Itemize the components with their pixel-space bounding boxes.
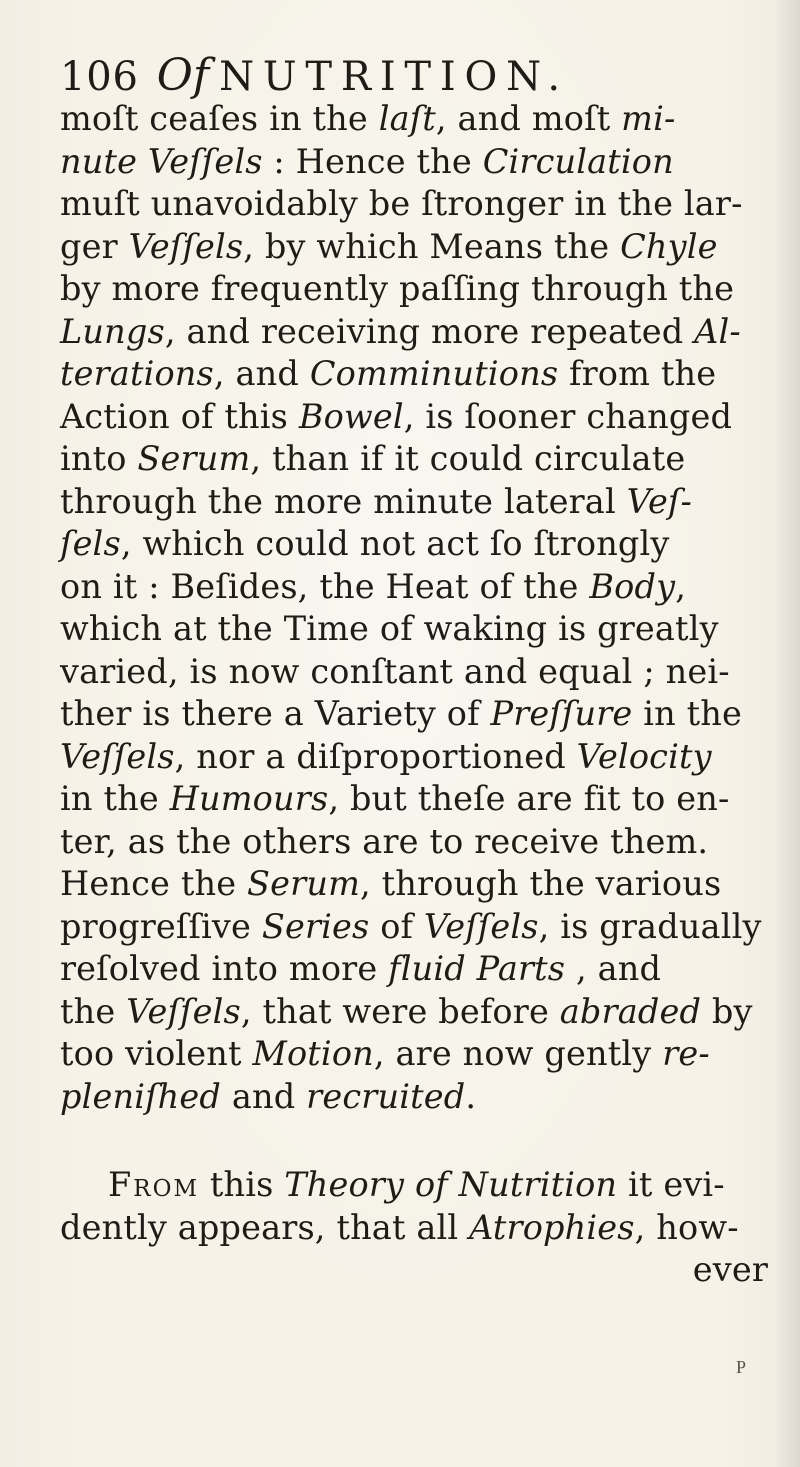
text-line-4: ger Veſſels, by which Means the Chyle (60, 226, 718, 266)
page-number: 106 (60, 54, 139, 100)
text-line-8: Action of this Bowel, is ſooner changed (60, 396, 733, 436)
running-title-main: NUTRITION. (219, 54, 569, 100)
text-line-22: the Veſſels, that were before abraded by (60, 991, 753, 1031)
text-line-7: terations, and Comminutions from the (60, 354, 717, 393)
text-line-17: in the Humours, but theſe are fit to en- (60, 779, 730, 818)
text-line-6: Lungs, and receiving more repeated Al- (60, 311, 741, 351)
text-line-2: nute Veſſels : Hence the Circulation (60, 141, 674, 181)
text-line-12: on it : Beſides, the Heat of the Body, (60, 566, 687, 606)
text-line-15: ther is there a Variety of Preſſure in the (60, 694, 743, 733)
running-title-of: Of (156, 50, 210, 101)
signature-mark: P (736, 1357, 747, 1377)
catchword: ever (692, 1250, 768, 1289)
body-text (60, 98, 770, 1292)
text-line-13: which at the Time of waking is greatly (60, 609, 719, 648)
text-line-20: progreſſive Series of Veſſels, is gradually (60, 906, 762, 946)
text-line-23: too violent Motion, are now gently re- (60, 1034, 710, 1073)
text-line-19: Hence the Serum, through the various (60, 864, 722, 903)
text-line-10: through the more minute lateral Veſ- (60, 481, 692, 521)
text-line-26: dently appears, that all Atrophies, how- (60, 1207, 739, 1247)
text-line-18: ter, as the others are to receive them. (60, 821, 709, 861)
page-edge-shadow (774, 0, 800, 1467)
text-line-24: pleniſhed and recruited. (60, 1076, 477, 1116)
text-line-11: ſels, which could not act ſo ſtrongly (60, 524, 670, 563)
text-line-25: From this Theory of Nutrition it evi- (108, 1165, 725, 1204)
text-line-21: reſolved into more fluid Parts , and (60, 949, 662, 988)
text-line-5: by more frequently paſſing through the (60, 269, 735, 308)
text-line-14: varied, is now conſtant and equal ; nei- (60, 651, 730, 691)
paragraph-gap (60, 1118, 770, 1164)
text-line-16: Veſſels, nor a diſproportioned Velocity (60, 736, 712, 776)
text-line-9: into Serum, than if it could circulate (60, 439, 686, 478)
text-line-1: moſt ceaſes in the laſt, and moſt mi- (60, 99, 676, 138)
text-line-3: muſt unavoidably be ſtronger in the lar- (60, 184, 743, 223)
running-title (156, 50, 569, 101)
